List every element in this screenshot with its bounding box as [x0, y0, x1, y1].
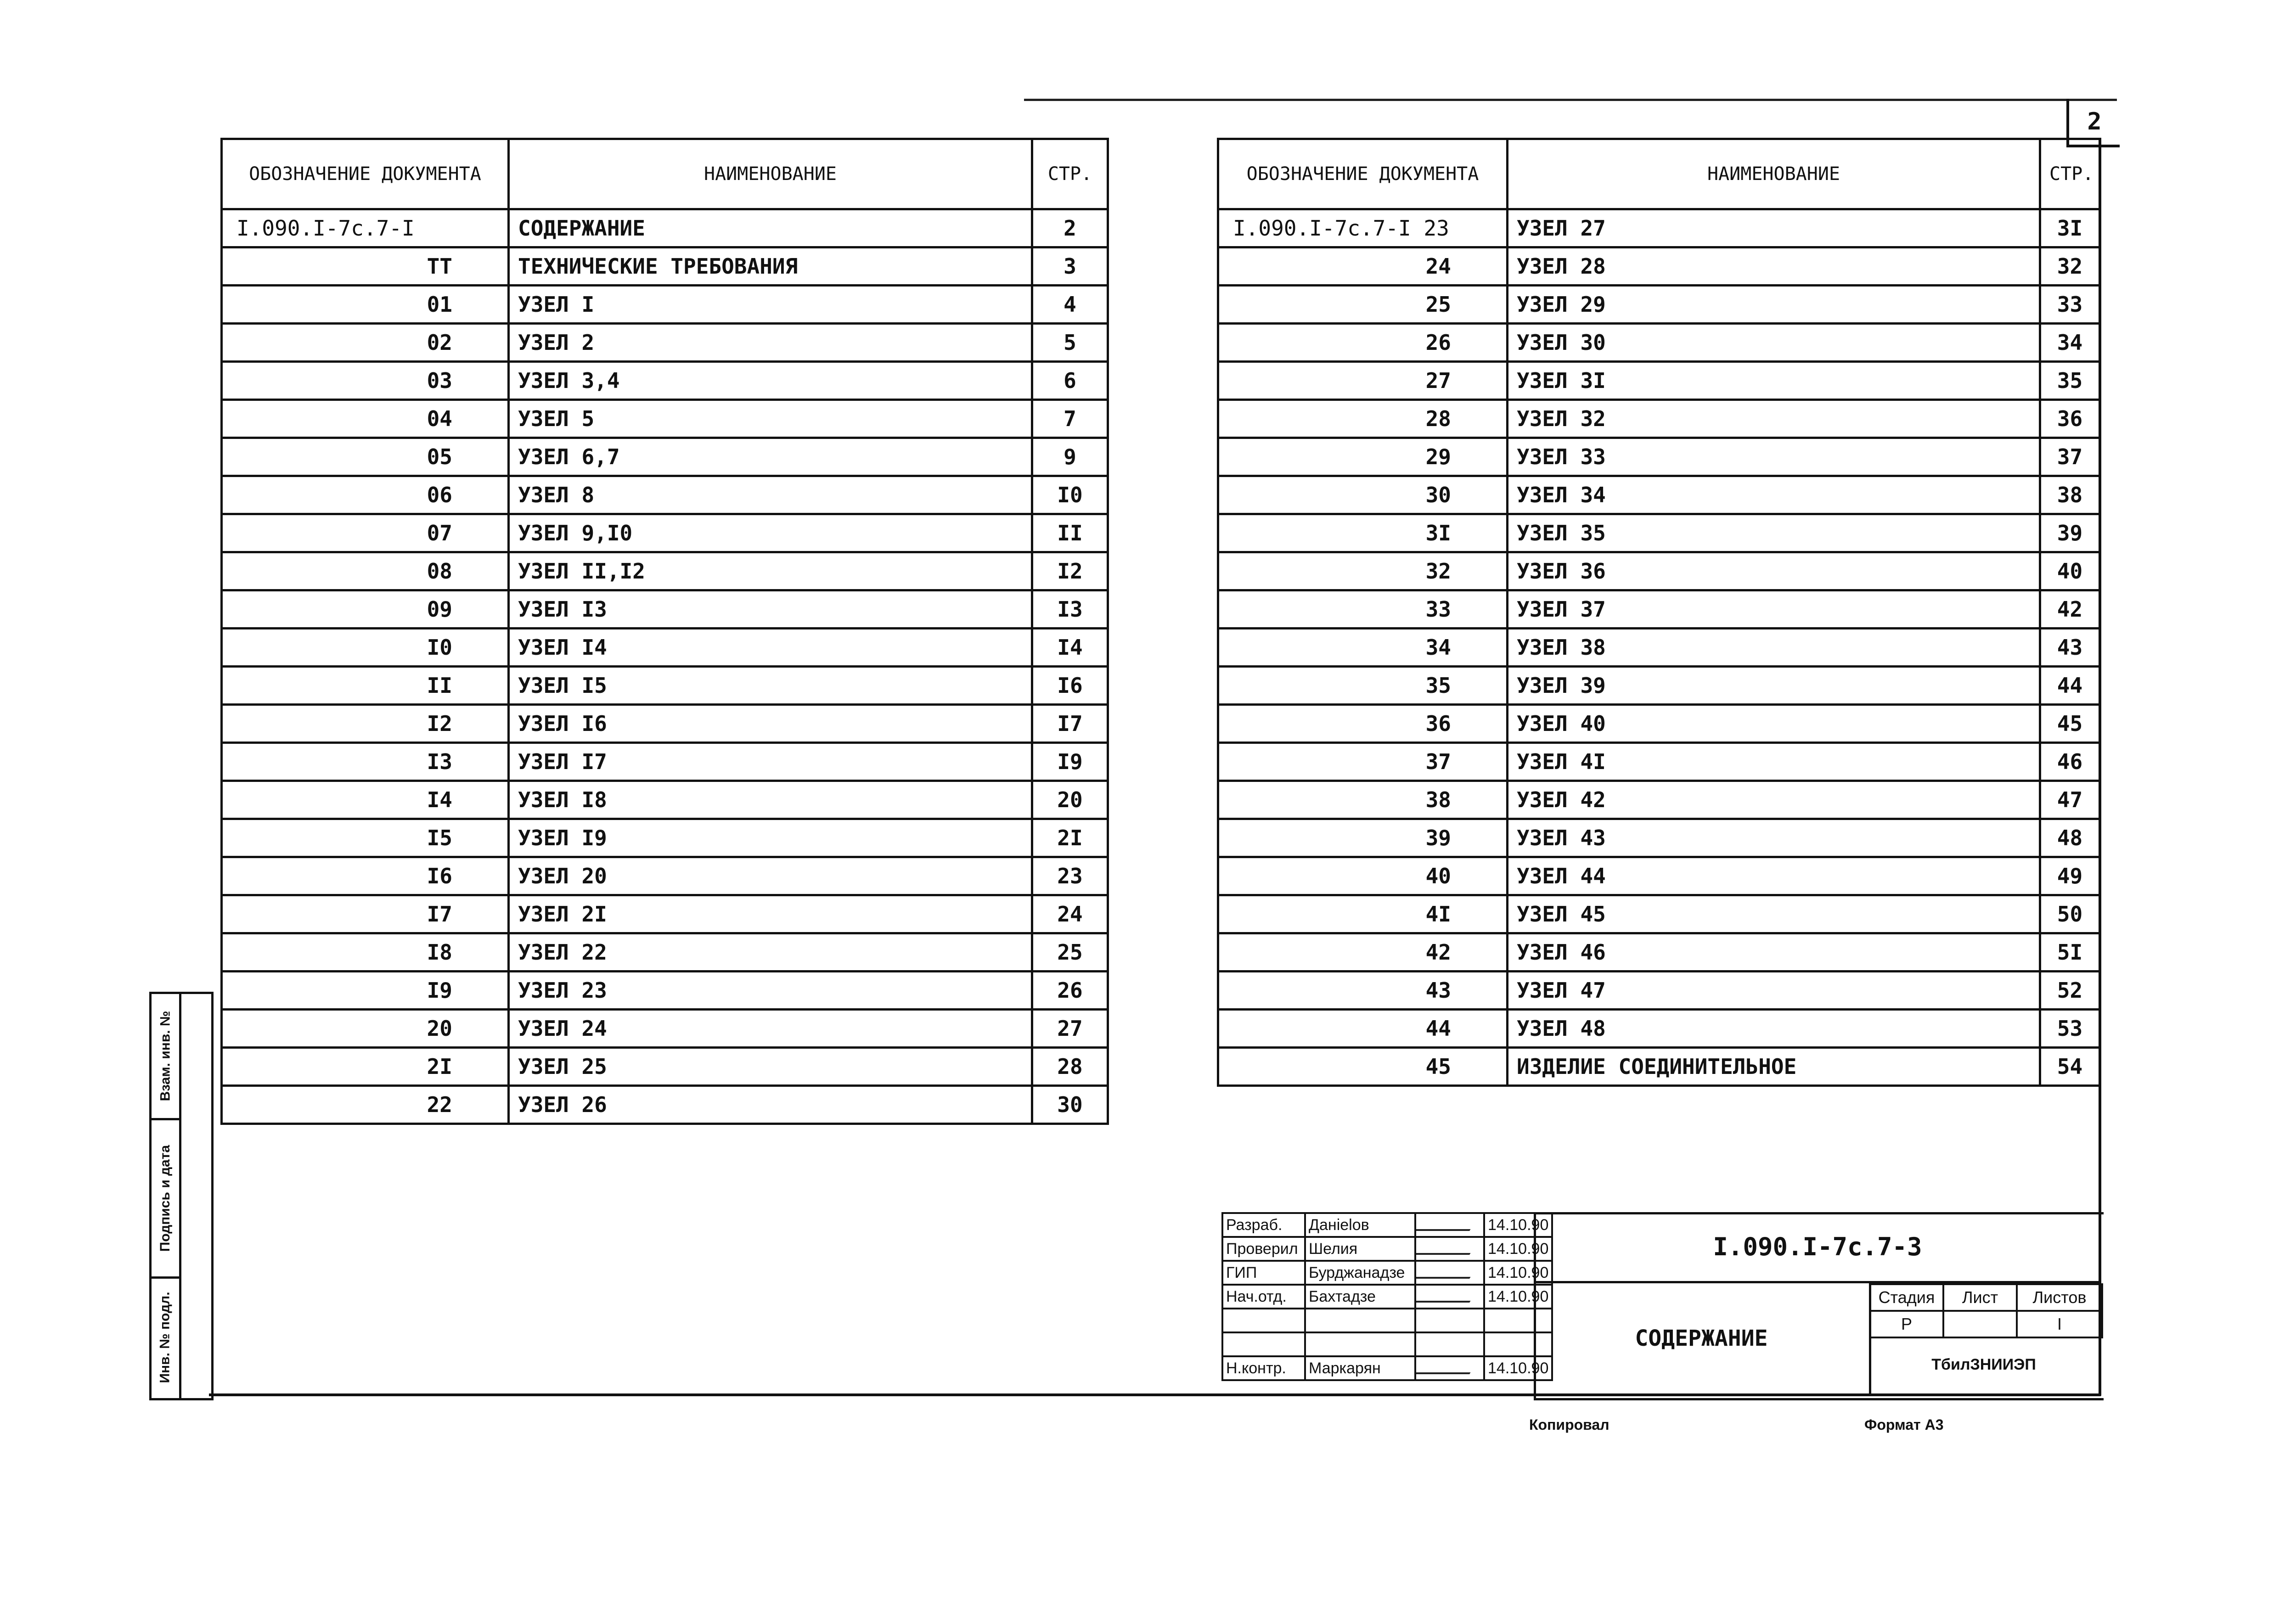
organization-name: ТбилЗНИИЭП — [1931, 1356, 2036, 1373]
table-row — [222, 1086, 1108, 1124]
table-row — [222, 819, 1108, 857]
page-number-cell: 3 — [1032, 247, 1108, 286]
doc-code-cell: 45 — [1218, 1048, 1508, 1086]
sidebar-label-bottom: Инв. № подл. — [158, 1291, 173, 1383]
signature-name: Шелия — [1305, 1237, 1415, 1261]
doc-name-cell: СОДЕРЖАНИЕ — [509, 209, 1032, 247]
doc-name-cell: УЗЕЛ 34 — [1508, 476, 2040, 514]
table-row — [222, 933, 1108, 972]
doc-name-cell: УЗЕЛ 44 — [1508, 857, 2040, 895]
table-row — [222, 552, 1108, 590]
header-page: СТР. — [1032, 139, 1108, 209]
table-row — [1218, 819, 2100, 857]
doc-code-cell: 02 — [222, 324, 509, 362]
page-number-cell: 24 — [1032, 895, 1108, 933]
doc-code-cell: I7 — [222, 895, 509, 933]
doc-code-cell: II — [222, 667, 509, 705]
signature-mark — [1415, 1309, 1484, 1332]
signature-mark — [1415, 1285, 1484, 1309]
doc-code-cell: I.090.I-7с.7-I — [222, 209, 509, 247]
doc-name-cell: УЗЕЛ I6 — [509, 705, 1032, 743]
sheet-value — [1943, 1311, 2017, 1337]
doc-name-cell: УЗЕЛ 3,4 — [509, 362, 1032, 400]
sheets-label: Листов — [2017, 1284, 2102, 1311]
page-number-cell: 47 — [2040, 781, 2100, 819]
doc-name-cell: УЗЕЛ 6,7 — [509, 438, 1032, 476]
page-number-cell: 2 — [1032, 209, 1108, 247]
signature-row — [1222, 1356, 1552, 1380]
signature-name: Бахтадзе — [1305, 1285, 1415, 1309]
doc-name-cell: УЗЕЛ 23 — [509, 972, 1032, 1010]
left-contents-table — [220, 138, 1109, 1125]
table-row — [222, 286, 1108, 324]
doc-name-cell: УЗЕЛ I3 — [509, 590, 1032, 629]
doc-name-cell: УЗЕЛ 48 — [1508, 1010, 2040, 1048]
doc-code-cell: 4I — [1218, 895, 1508, 933]
doc-code-cell: 36 — [1218, 705, 1508, 743]
signature-mark — [1415, 1332, 1484, 1356]
table-row — [222, 590, 1108, 629]
page-number-cell: 27 — [1032, 1010, 1108, 1048]
table-row — [222, 400, 1108, 438]
page-number-cell: 54 — [2040, 1048, 2100, 1086]
signature-block — [1221, 1212, 1553, 1381]
page-number-cell: 48 — [2040, 819, 2100, 857]
signature-role: Нач.отд. — [1222, 1285, 1305, 1309]
copied-label: Копировал — [1529, 1416, 1609, 1433]
handwritten-signature — [1415, 1287, 1479, 1303]
doc-code-cell: 24 — [1218, 247, 1508, 286]
page-number-cell: 9 — [1032, 438, 1108, 476]
table-row — [1218, 895, 2100, 933]
page-number-cell: I7 — [1032, 705, 1108, 743]
table-row — [222, 209, 1108, 247]
document-title: СОДЕРЖАНИЕ — [1534, 1283, 1871, 1393]
table-row — [1218, 400, 2100, 438]
doc-name-cell: УЗЕЛ 24 — [509, 1010, 1032, 1048]
handwritten-signature — [1415, 1359, 1479, 1374]
page-number-cell: 26 — [1032, 972, 1108, 1010]
doc-code-cell: 35 — [1218, 667, 1508, 705]
page-number-cell: 38 — [2040, 476, 2100, 514]
page-number-cell: 36 — [2040, 400, 2100, 438]
doc-name-cell: УЗЕЛ 36 — [1508, 552, 2040, 590]
sidebar-label-top: Взам. инв. № — [158, 1011, 173, 1101]
page-number-cell: 40 — [2040, 552, 2100, 590]
table-row — [1218, 667, 2100, 705]
doc-name-cell: УЗЕЛ I4 — [509, 629, 1032, 667]
doc-code-cell: 03 — [222, 362, 509, 400]
frame-right-line — [2099, 138, 2101, 1396]
page-number-cell: 52 — [2040, 972, 2100, 1010]
page-number-cell: 7 — [1032, 400, 1108, 438]
header-page: СТР. — [2040, 139, 2100, 209]
doc-code-cell: 2I — [222, 1048, 509, 1086]
doc-name-cell: ТЕХНИЧЕСКИЕ ТРЕБОВАНИЯ — [509, 247, 1032, 286]
sidebar-cell-bottom — [152, 1279, 179, 1396]
doc-name-cell: УЗЕЛ 26 — [509, 1086, 1032, 1124]
signature-role — [1222, 1332, 1305, 1356]
page-number-cell: 20 — [1032, 781, 1108, 819]
left-sidebar-stamp — [149, 992, 214, 1400]
sheets-value: I — [2017, 1311, 2102, 1337]
page-number-cell: I0 — [1032, 476, 1108, 514]
signature-role — [1222, 1309, 1305, 1332]
page-number-cell: 43 — [2040, 629, 2100, 667]
doc-code-cell: 27 — [1218, 362, 1508, 400]
doc-code-cell: I8 — [222, 933, 509, 972]
table-row — [1218, 857, 2100, 895]
page-number-cell: 3I — [2040, 209, 2100, 247]
doc-code-cell: 40 — [1218, 857, 1508, 895]
table-row — [1218, 705, 2100, 743]
doc-code-cell: 01 — [222, 286, 509, 324]
doc-name-cell: УЗЕЛ 2I — [509, 895, 1032, 933]
sheet-label: Лист — [1943, 1284, 2017, 1311]
table-row — [222, 362, 1108, 400]
table-row — [222, 629, 1108, 667]
doc-code-cell: ТТ — [222, 247, 509, 286]
table-row — [222, 781, 1108, 819]
page-number-cell: 23 — [1032, 857, 1108, 895]
signature-role: Разраб. — [1222, 1213, 1305, 1237]
handwritten-signature — [1415, 1263, 1479, 1279]
top-frame-line — [1024, 99, 2117, 101]
doc-code-cell: I2 — [222, 705, 509, 743]
page-number-cell: 34 — [2040, 324, 2100, 362]
doc-code-cell: 04 — [222, 400, 509, 438]
signature-name: Данielов — [1305, 1213, 1415, 1237]
table-row — [1218, 590, 2100, 629]
signature-name — [1305, 1332, 1415, 1356]
doc-code-cell: 3I — [1218, 514, 1508, 552]
doc-code-cell: 30 — [1218, 476, 1508, 514]
signature-row — [1222, 1261, 1552, 1285]
page-number-cell: 25 — [1032, 933, 1108, 972]
signature-mark — [1415, 1213, 1484, 1237]
signature-row — [1222, 1332, 1552, 1356]
page-number-cell: 35 — [2040, 362, 2100, 400]
doc-name-cell: УЗЕЛ 46 — [1508, 933, 2040, 972]
signature-mark — [1415, 1237, 1484, 1261]
doc-code-cell: 25 — [1218, 286, 1508, 324]
page-number-cell: I6 — [1032, 667, 1108, 705]
doc-name-cell: УЗЕЛ 8 — [509, 476, 1032, 514]
page-number-cell: II — [1032, 514, 1108, 552]
doc-code-cell: 06 — [222, 476, 509, 514]
doc-code-cell: 29 — [1218, 438, 1508, 476]
doc-code-cell: I6 — [222, 857, 509, 895]
doc-name-cell: УЗЕЛ 45 — [1508, 895, 2040, 933]
signature-role: Проверил — [1222, 1237, 1305, 1261]
page-number-cell: 37 — [2040, 438, 2100, 476]
doc-name-cell: УЗЕЛ 35 — [1508, 514, 2040, 552]
header-name: НАИМЕНОВАНИЕ — [509, 139, 1032, 209]
page-number-cell: 5 — [1032, 324, 1108, 362]
doc-name-cell: УЗЕЛ 3I — [1508, 362, 2040, 400]
page-number-cell: 49 — [2040, 857, 2100, 895]
handwritten-signature — [1415, 1215, 1479, 1231]
doc-name-cell: УЗЕЛ I5 — [509, 667, 1032, 705]
table-row — [1218, 1048, 2100, 1086]
doc-code-cell: I5 — [222, 819, 509, 857]
doc-code-cell: 42 — [1218, 933, 1508, 972]
doc-name-cell: УЗЕЛ II,I2 — [509, 552, 1032, 590]
page-number-cell: 32 — [2040, 247, 2100, 286]
signature-name — [1305, 1309, 1415, 1332]
sidebar-cell-top — [152, 994, 179, 1120]
doc-code-cell: 26 — [1218, 324, 1508, 362]
page-number-cell: 6 — [1032, 362, 1108, 400]
signature-row — [1222, 1213, 1552, 1237]
doc-name-cell: УЗЕЛ I9 — [509, 819, 1032, 857]
page-number-cell: 44 — [2040, 667, 2100, 705]
table-row — [1218, 438, 2100, 476]
doc-name-cell: УЗЕЛ I — [509, 286, 1032, 324]
doc-code-cell: 43 — [1218, 972, 1508, 1010]
doc-name-cell: УЗЕЛ 42 — [1508, 781, 2040, 819]
doc-code-cell: I.090.I-7с.7-I 23 — [1218, 209, 1508, 247]
table-row — [222, 438, 1108, 476]
doc-code-cell: 32 — [1218, 552, 1508, 590]
doc-name-cell: УЗЕЛ 43 — [1508, 819, 2040, 857]
stage-value: Р — [1870, 1311, 1943, 1337]
doc-name-cell: УЗЕЛ 38 — [1508, 629, 2040, 667]
signature-row — [1222, 1309, 1552, 1332]
table-row — [222, 667, 1108, 705]
page-number-cell: 42 — [2040, 590, 2100, 629]
table-row — [222, 972, 1108, 1010]
doc-name-cell: УЗЕЛ 27 — [1508, 209, 2040, 247]
doc-name-cell: УЗЕЛ 20 — [509, 857, 1032, 895]
page-number-cell: I4 — [1032, 629, 1108, 667]
table-row — [222, 1048, 1108, 1086]
page-number-cell: 46 — [2040, 743, 2100, 781]
signature-date: 14.10.90 — [1484, 1356, 1552, 1380]
doc-name-cell: УЗЕЛ 5 — [509, 400, 1032, 438]
doc-name-cell: УЗЕЛ 30 — [1508, 324, 2040, 362]
sidebar-cell-middle — [152, 1120, 179, 1279]
document-code: I.090.I-7с.7-3 — [1534, 1212, 2101, 1283]
signature-role: ГИП — [1222, 1261, 1305, 1285]
doc-code-cell: 33 — [1218, 590, 1508, 629]
doc-name-cell: УЗЕЛ I8 — [509, 781, 1032, 819]
doc-code-cell: 08 — [222, 552, 509, 590]
page-number-cell: I3 — [1032, 590, 1108, 629]
doc-name-cell: УЗЕЛ 28 — [1508, 247, 2040, 286]
handwritten-signature — [1415, 1239, 1479, 1255]
signature-row — [1222, 1285, 1552, 1309]
doc-name-cell: УЗЕЛ 47 — [1508, 972, 2040, 1010]
doc-code-cell: I9 — [222, 972, 509, 1010]
sheet-number: 2 — [2066, 99, 2120, 147]
table-row — [1218, 362, 2100, 400]
table-row — [222, 705, 1108, 743]
table-row — [222, 514, 1108, 552]
doc-name-cell: УЗЕЛ 29 — [1508, 286, 2040, 324]
doc-name-cell: УЗЕЛ 2 — [509, 324, 1032, 362]
doc-code-cell: 44 — [1218, 1010, 1508, 1048]
doc-code-cell: 20 — [222, 1010, 509, 1048]
doc-name-cell: УЗЕЛ 33 — [1508, 438, 2040, 476]
signature-date: 14.10.90 — [1484, 1213, 1552, 1237]
stage-label: Стадия — [1870, 1284, 1943, 1311]
page-number-cell: 30 — [1032, 1086, 1108, 1124]
table-row — [1218, 629, 2100, 667]
signature-name: Маркарян — [1305, 1356, 1415, 1380]
doc-code-cell: 05 — [222, 438, 509, 476]
doc-code-cell: I3 — [222, 743, 509, 781]
format-label: Формат А3 — [1864, 1416, 1944, 1433]
signature-date: 14.10.90 — [1484, 1261, 1552, 1285]
table-row — [1218, 1010, 2100, 1048]
doc-name-cell: УЗЕЛ 40 — [1508, 705, 2040, 743]
doc-name-cell: УЗЕЛ 25 — [509, 1048, 1032, 1086]
page-number-cell: 50 — [2040, 895, 2100, 933]
table-row — [222, 895, 1108, 933]
doc-name-cell: ИЗДЕЛИЕ СОЕДИНИТЕЛЬНОЕ — [1508, 1048, 2040, 1086]
table-row — [222, 743, 1108, 781]
doc-name-cell: УЗЕЛ 9,I0 — [509, 514, 1032, 552]
page-number-cell: 5I — [2040, 933, 2100, 972]
page-number-cell: 53 — [2040, 1010, 2100, 1048]
table-row — [1218, 247, 2100, 286]
signature-mark — [1415, 1356, 1484, 1380]
sidebar-label-column — [152, 994, 181, 1398]
table-row — [222, 857, 1108, 895]
page-number-cell: I2 — [1032, 552, 1108, 590]
page-number-cell: 33 — [2040, 286, 2100, 324]
signature-mark — [1415, 1261, 1484, 1285]
doc-code-cell: 28 — [1218, 400, 1508, 438]
table-row — [1218, 324, 2100, 362]
page-number-cell: 4 — [1032, 286, 1108, 324]
table-row — [222, 1010, 1108, 1048]
doc-name-cell: УЗЕЛ 37 — [1508, 590, 2040, 629]
stage-table — [1869, 1283, 2103, 1338]
doc-code-cell: 09 — [222, 590, 509, 629]
page-number-cell: 45 — [2040, 705, 2100, 743]
signature-name: Бурджанадзе — [1305, 1261, 1415, 1285]
table-row — [1218, 972, 2100, 1010]
doc-code-cell: I0 — [222, 629, 509, 667]
table-row — [222, 247, 1108, 286]
sidebar-label-middle: Подпись и дата — [158, 1145, 173, 1252]
header-code: ОБОЗНАЧЕНИЕ ДОКУМЕНТА — [1218, 139, 1508, 209]
right-contents-table — [1217, 138, 2101, 1087]
table-row — [1218, 781, 2100, 819]
doc-code-cell: 34 — [1218, 629, 1508, 667]
doc-code-cell: 38 — [1218, 781, 1508, 819]
table-row — [222, 476, 1108, 514]
page-number-cell: 28 — [1032, 1048, 1108, 1086]
doc-code-cell: 39 — [1218, 819, 1508, 857]
doc-code-cell: I4 — [222, 781, 509, 819]
doc-code-cell: 37 — [1218, 743, 1508, 781]
signature-date: 14.10.90 — [1484, 1237, 1552, 1261]
header-code: ОБОЗНАЧЕНИЕ ДОКУМЕНТА — [222, 139, 509, 209]
doc-name-cell: УЗЕЛ 4I — [1508, 743, 2040, 781]
table-row — [1218, 514, 2100, 552]
doc-name-cell: УЗЕЛ I7 — [509, 743, 1032, 781]
table-row — [1218, 209, 2100, 247]
table-row — [222, 324, 1108, 362]
table-row — [1218, 476, 2100, 514]
signature-role: Н.контр. — [1222, 1356, 1305, 1380]
table-row — [1218, 286, 2100, 324]
doc-name-cell: УЗЕЛ 22 — [509, 933, 1032, 972]
signature-row — [1222, 1237, 1552, 1261]
table-row — [1218, 933, 2100, 972]
page-number-cell: I9 — [1032, 743, 1108, 781]
table-row — [1218, 552, 2100, 590]
doc-code-cell: 22 — [222, 1086, 509, 1124]
page-number-cell: 2I — [1032, 819, 1108, 857]
doc-name-cell: УЗЕЛ 39 — [1508, 667, 2040, 705]
signature-date: 14.10.90 — [1484, 1285, 1552, 1309]
table-row — [1218, 743, 2100, 781]
doc-name-cell: УЗЕЛ 32 — [1508, 400, 2040, 438]
header-name: НАИМЕНОВАНИЕ — [1508, 139, 2040, 209]
page-number-cell: 39 — [2040, 514, 2100, 552]
doc-code-cell: 07 — [222, 514, 509, 552]
